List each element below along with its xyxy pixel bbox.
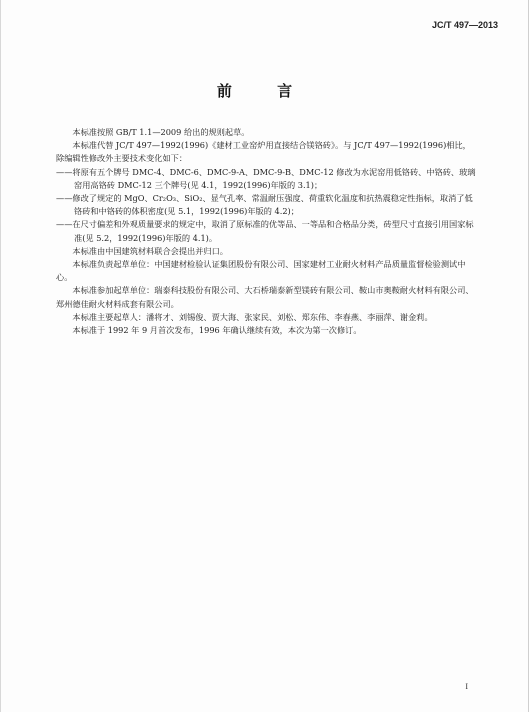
change-item-dimensions: ——在尺寸偏差和外观质量要求的规定中，取消了原标准的优等品、一等品和合格品分类，砖型尺寸直接引用国家标准(见 5.2，1992(1996)年版的 4.1)。 <box>56 219 474 243</box>
change-item-indicators: ——修改了规定的 MgO、Cr₂O₃、SiO₂、显气孔率、常温耐压强度、荷重软化温度和抗热震稳定性指标，取消了低铬砖和中铬砖的体积密度(见 5.1，1992(1996)年版的 4.2)； <box>56 193 473 217</box>
paragraph-main-drafters: 本标准主要起草人：潘将才、刘锡俊、贾大海、张家民、刘松、郑东伟、李春燕、李丽萍、谢金莉。 <box>72 311 433 322</box>
page-number: I <box>465 682 468 691</box>
change-item-grades: ——将原有五个牌号 DMC-4、DMC-6、DMC-9-A、DMC-9-B、DMC-12 修改为水泥窑用低铬砖、中铬砖、玻璃窑用高铬砖 DMC-12 三个牌号(见 4.1，1992(1996)年版的 3.1)； <box>56 166 476 190</box>
paragraph-participating-drafters: 本标准参加起草单位：瑞泰科技股份有限公司、大石桥瑞泰新型镁砖有限公司、鞍山市奥鞍耐火材料有限公司、郑州德佳耐火材料成套有限公司。 <box>56 285 474 309</box>
paragraph-replacement: 本标准代替 JC/T 497—1992(1996)《建材工业窑炉用直接结合镁铬砖》。与 JC/T 497—1992(1996)相比，除编辑性修改外主要技术变化如下： <box>56 140 471 164</box>
paragraph-history: 本标准于 1992 年 9 月首次发布，1996 年确认继续有效，本次为第一次修订。 <box>72 325 362 336</box>
standard-code: JC/T 497—2013 <box>431 20 498 30</box>
page-title: 前 言 <box>216 82 313 100</box>
document-body <box>56 126 476 337</box>
paragraph-lead-drafters: 本标准负责起草单位：中国建材检验认证集团股份有限公司、国家建材工业耐火材料产品质量监督检验测试中心。 <box>56 259 466 283</box>
paragraph-drafting-rules: 本标准按照 GB/T 1.1—2009 给出的规则起草。 <box>72 127 250 137</box>
paragraph-proposer: 本标准由中国建筑材料联合会提出并归口。 <box>72 245 228 256</box>
